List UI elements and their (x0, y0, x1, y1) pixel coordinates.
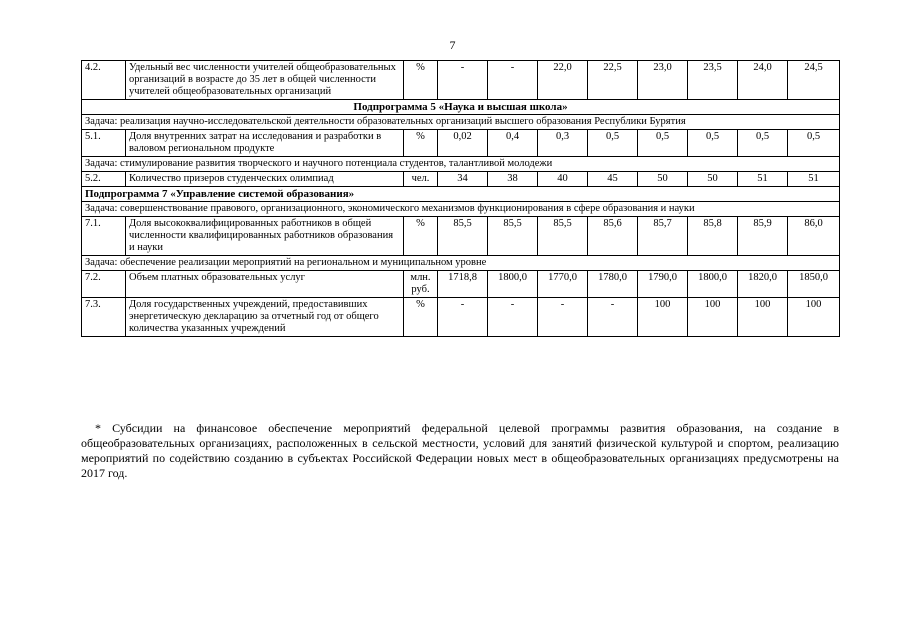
footnote: * Субсидии на финансовое обеспечение мероприятий федеральной целевой программы развития образования, на создание в общеобразовательных организациях, расположенных в сельской местности, условий для занятий физической культурой и спортом, реализацию мероприятий по содействию созданию в субъектах Российской Федерации новых мест в общеобразовательных организациях предусмотрены на 2017 год. (81, 421, 839, 480)
indicator-value: 0,5 (788, 130, 840, 157)
indicator-value: 22,0 (538, 61, 588, 100)
indicator-value: - (488, 61, 538, 100)
table-body (82, 61, 840, 337)
indicator-value: 50 (688, 172, 738, 187)
indicator-value: 23,0 (638, 61, 688, 100)
indicator-value: - (588, 298, 638, 337)
indicator-value: 85,5 (488, 217, 538, 256)
indicator-number: 7.1. (82, 217, 126, 256)
indicator-value: 45 (588, 172, 638, 187)
task-text: Задача: обеспечение реализации мероприятий на региональном и муниципальном уровне (82, 256, 840, 271)
table-row (82, 130, 840, 157)
indicator-value: 0,5 (588, 130, 638, 157)
indicator-value: 0,4 (488, 130, 538, 157)
indicator-value: 22,5 (588, 61, 638, 100)
subprogram-row (82, 187, 840, 202)
indicator-value: 100 (638, 298, 688, 337)
task-row (82, 202, 840, 217)
indicator-name: Удельный вес численности учителей общеобразовательных организаций в возрасте до 35 лет в общей численности учителей общеобразовательных организаций (126, 61, 404, 100)
page-number: 7 (449, 38, 456, 52)
indicator-value: 1790,0 (638, 271, 688, 298)
indicator-name: Доля высококвалифицированных работников в общей численности квалифицированных работников образования и науки (126, 217, 404, 256)
indicators-table (81, 60, 840, 337)
indicator-value: 100 (738, 298, 788, 337)
indicator-value: 1770,0 (538, 271, 588, 298)
task-row (82, 256, 840, 271)
indicator-number: 4.2. (82, 61, 126, 100)
indicator-name: Доля внутренних затрат на исследования и разработки в валовом региональном продукте (126, 130, 404, 157)
indicator-name: Объем платных образовательных услуг (126, 271, 404, 298)
indicator-value: 1850,0 (788, 271, 840, 298)
indicator-value: - (488, 298, 538, 337)
indicator-value: 85,5 (538, 217, 588, 256)
indicator-value: 85,9 (738, 217, 788, 256)
indicator-number: 7.2. (82, 271, 126, 298)
indicator-value: 34 (438, 172, 488, 187)
indicator-name: Доля государственных учреждений, предоставивших энергетическую декларацию за отчетный год от общего количества указанных учреждений (126, 298, 404, 337)
task-row (82, 157, 840, 172)
indicator-number: 5.2. (82, 172, 126, 187)
indicator-value: - (438, 298, 488, 337)
indicator-value: 24,0 (738, 61, 788, 100)
indicator-value: 40 (538, 172, 588, 187)
indicator-unit: % (404, 217, 438, 256)
indicator-value: 85,5 (438, 217, 488, 256)
indicator-value: 50 (638, 172, 688, 187)
indicator-unit: млн. руб. (404, 271, 438, 298)
indicator-value: 86,0 (788, 217, 840, 256)
indicator-value: 100 (688, 298, 738, 337)
task-text: Задача: реализация научно-исследовательской деятельности образовательных организаций высшего образования Республики Бурятия (82, 115, 840, 130)
task-row (82, 115, 840, 130)
indicator-value: 0,5 (738, 130, 788, 157)
indicator-value: 0,3 (538, 130, 588, 157)
indicator-value: 23,5 (688, 61, 738, 100)
indicator-value: 85,8 (688, 217, 738, 256)
indicator-number: 7.3. (82, 298, 126, 337)
indicator-unit: % (404, 130, 438, 157)
indicator-unit: % (404, 61, 438, 100)
task-text: Задача: совершенствование правового, организационного, экономического механизмов функционирования в сфере образования и науки (82, 202, 840, 217)
indicator-value: - (438, 61, 488, 100)
indicator-value: 1820,0 (738, 271, 788, 298)
subprogram-row (82, 100, 840, 115)
task-text: Задача: стимулирование развития творческого и научного потенциала студентов, талантливой молодежи (82, 157, 840, 172)
table-row (82, 271, 840, 298)
table-row (82, 61, 840, 100)
table-row (82, 172, 840, 187)
indicator-value: 85,7 (638, 217, 688, 256)
indicator-value: 100 (788, 298, 840, 337)
table-row (82, 217, 840, 256)
indicator-unit: чел. (404, 172, 438, 187)
indicator-value: 24,5 (788, 61, 840, 100)
indicator-value: 38 (488, 172, 538, 187)
indicator-name: Количество призеров студенческих олимпиад (126, 172, 404, 187)
indicator-value: 1800,0 (488, 271, 538, 298)
indicator-value: 1718,8 (438, 271, 488, 298)
indicator-value: 1800,0 (688, 271, 738, 298)
subprogram-title: Подпрограмма 5 «Наука и высшая школа» (82, 100, 840, 115)
indicator-value: 0,02 (438, 130, 488, 157)
indicator-unit: % (404, 298, 438, 337)
table-row (82, 298, 840, 337)
subprogram-title: Подпрограмма 7 «Управление системой образования» (82, 187, 840, 202)
indicator-value: 85,6 (588, 217, 638, 256)
indicator-value: 1780,0 (588, 271, 638, 298)
indicator-value: - (538, 298, 588, 337)
indicator-value: 0,5 (638, 130, 688, 157)
indicator-value: 51 (788, 172, 840, 187)
indicator-number: 5.1. (82, 130, 126, 157)
indicator-value: 0,5 (688, 130, 738, 157)
indicator-value: 51 (738, 172, 788, 187)
